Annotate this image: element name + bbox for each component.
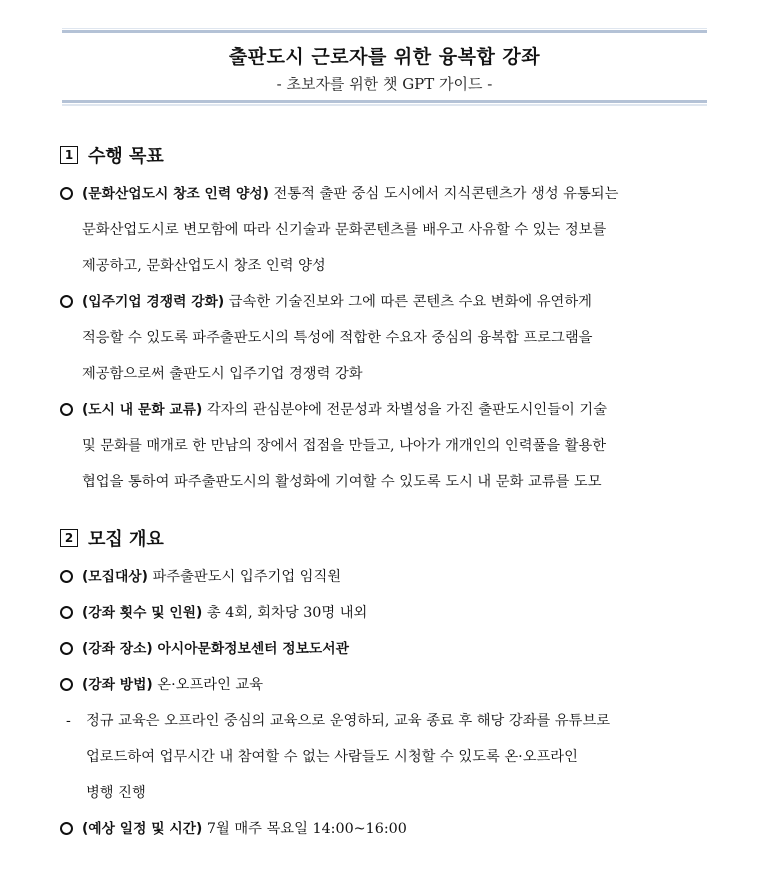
circle-bullet-icon: [60, 295, 73, 308]
title-rule-bottom: [62, 100, 707, 106]
section-heading: [60, 523, 720, 553]
item-text-continued: 협업을 통하여 파주출판도시의 활성화에 기여할 수 있도록 도시 내 문화 교류를 도모: [82, 474, 602, 490]
document-title: 출판도시 근로자를 위한 융복합 강좌: [228, 46, 541, 68]
note-text-continued: 업로드하여 업무시간 내 참여할 수 없는 사람들도 시청할 수 있도록 온·오프라인: [86, 749, 578, 765]
item-text-continued: 문화산업도시로 변모함에 따라 신기술과 문화콘텐츠를 배우고 사유할 수 있는 정보를: [82, 222, 607, 238]
goal-item: [60, 284, 720, 392]
overview-list: [60, 559, 720, 847]
circle-bullet-icon: [60, 570, 73, 583]
item-text-continued: 제공함으로써 출판도시 입주기업 경쟁력 강화: [82, 366, 363, 382]
section-goals: [60, 140, 720, 170]
section-number-box: 2: [60, 529, 78, 547]
item-keyword: (예상 일정 및 시간): [82, 821, 203, 837]
item-text: 7월 매주 목요일 14:00~16:00: [202, 821, 407, 837]
section-overview: [60, 523, 720, 553]
item-text: 각자의 관심분야에 전문성과 차별성을 가진 출판도시인들이 기술: [202, 402, 608, 418]
goal-item: [60, 176, 720, 284]
item-keyword: (강좌 방법): [82, 677, 153, 693]
section-title: 모집 개요: [88, 529, 164, 550]
item-keyword: (강좌 장소) 아시아문화정보센터 정보도서관: [82, 641, 349, 657]
item-text-continued: 제공하고, 문화산업도시 창조 인력 양성: [82, 258, 326, 274]
section-number-box: 1: [60, 146, 78, 164]
section-title: 수행 목표: [88, 146, 164, 167]
item-text: 전통적 출판 중심 도시에서 지식콘텐츠가 생성 유통되는: [268, 186, 619, 202]
item-text: 급속한 기술진보와 그에 따른 콘텐츠 수요 변화에 유연하게: [224, 294, 592, 310]
dash-bullet: -: [66, 713, 71, 729]
circle-bullet-icon: [60, 187, 73, 200]
note-text-continued: 병행 진행: [86, 785, 146, 801]
item-text: 파주출판도시 입주기업 임직원: [147, 569, 342, 585]
overview-item: [60, 631, 720, 667]
overview-item: [60, 811, 720, 847]
item-text: 총 4회, 회차당 30명 내외: [202, 605, 368, 621]
overview-item: [60, 595, 720, 631]
circle-bullet-icon: [60, 678, 73, 691]
item-keyword: (모집대상): [82, 569, 148, 585]
item-text-continued: 적응할 수 있도록 파주출판도시의 특성에 적합한 수요자 중심의 융복합 프로그램을: [82, 330, 593, 346]
circle-bullet-icon: [60, 403, 73, 416]
circle-bullet-icon: [60, 606, 73, 619]
item-keyword: (문화산업도시 창조 인력 양성): [82, 186, 269, 202]
item-keyword: (도시 내 문화 교류): [82, 402, 203, 418]
item-keyword: (입주기업 경쟁력 강화): [82, 294, 225, 310]
note-text: 정규 교육은 오프라인 중심의 교육으로 운영하되, 교육 종료 후 해당 강좌를 유튜브로: [86, 713, 611, 729]
overview-item: [60, 667, 720, 703]
item-keyword: (강좌 횟수 및 인원): [82, 605, 203, 621]
document-subtitle: - 초보자를 위한 챗 GPT 가이드 -: [276, 75, 493, 93]
circle-bullet-icon: [60, 822, 73, 835]
overview-item: [60, 559, 720, 595]
title-rule-top: [62, 28, 707, 33]
goals-list: [60, 176, 720, 500]
title-box: [62, 28, 707, 108]
goal-item: [60, 392, 720, 500]
section-heading: [60, 140, 720, 170]
item-text: 온·오프라인 교육: [152, 677, 264, 693]
item-text-continued: 및 문화를 매개로 한 만남의 장에서 접점을 만들고, 나아가 개개인의 인력풀을 활용한: [82, 438, 607, 454]
circle-bullet-icon: [60, 642, 73, 655]
method-note: [60, 703, 720, 811]
